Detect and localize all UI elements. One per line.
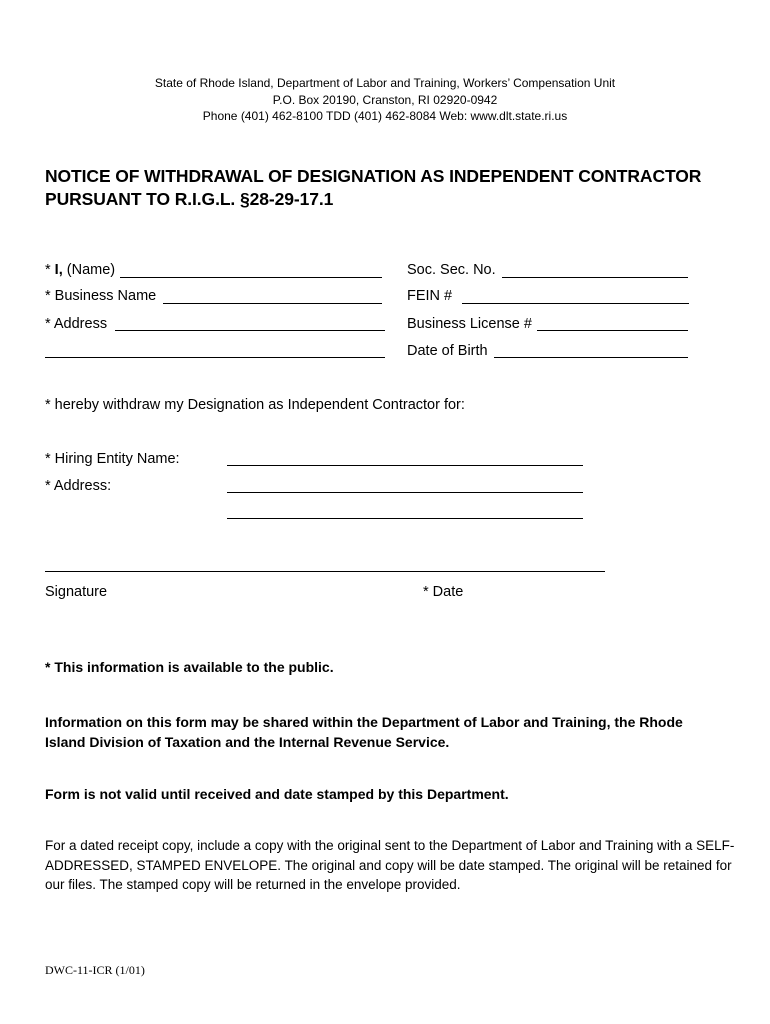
required-star: * [45,262,55,278]
name-label-text: (Name) [62,262,116,278]
ssn-label: Soc. Sec. No. [407,262,496,278]
signature-line[interactable] [45,571,605,572]
fein-label: FEIN # [407,288,453,304]
hiring-address-label: * Address: [45,478,112,494]
agency-contact: Phone (401) 462-8100 TDD (401) 462-8084 Web: www.dlt.state.ri.us [202,109,568,123]
address-field[interactable] [115,330,385,331]
business-name-label: * Business Name [45,288,157,304]
sharing-notice: Information on this form may be shared within the Department of Labor and Training, the Rhode Island Division of Taxation and the Internal Revenue Service. [45,714,683,750]
business-license-field[interactable] [537,330,688,331]
fein-field[interactable] [462,303,689,304]
name-label [45,262,115,278]
hiring-entity-label: * Hiring Entity Name: [45,451,180,467]
address-label: * Address [45,316,108,332]
address-field-line2[interactable] [45,357,385,358]
signature-label: Signature [45,584,108,600]
name-field[interactable] [120,277,382,278]
name-i: I, [54,262,63,278]
hiring-entity-field[interactable] [227,465,583,466]
form-number: DWC-11-ICR (1/01) [45,963,145,977]
form-subtitle: PURSUANT TO R.I.G.L. §28-29-17.1 [45,189,334,209]
dob-label: Date of Birth [407,343,488,359]
business-name-field[interactable] [163,303,382,304]
ssn-field[interactable] [502,277,688,278]
business-license-label: Business License # [407,316,532,332]
validity-notice: Form is not valid until received and date stamped by this Department. [45,786,509,802]
hiring-address-field[interactable] [227,492,583,493]
dob-field[interactable] [494,357,688,358]
date-label: * Date [423,584,464,600]
form-title: NOTICE OF WITHDRAWAL OF DESIGNATION AS INDEPENDENT CONTRACTOR [45,166,702,186]
agency-address: P.O. Box 20190, Cranston, RI 02920-0942 [272,93,498,107]
hiring-address-field-line2[interactable] [227,518,583,519]
receipt-instructions: For a dated receipt copy, include a copy with the original sent to the Department of Labor and Training with a SELF-ADDRESSED, STAMPED ENVELOPE. The original and copy will be date stamped. The original will be retained for our files. The stamped copy will be returned in the envelope provided. [45,838,735,892]
withdraw-statement: * hereby withdraw my Designation as Independent Contractor for: [45,397,465,413]
agency-name: State of Rhode Island, Department of Labor and Training, Workers’ Compensation Unit [154,76,616,90]
public-notice: * This information is available to the public. [45,659,334,675]
